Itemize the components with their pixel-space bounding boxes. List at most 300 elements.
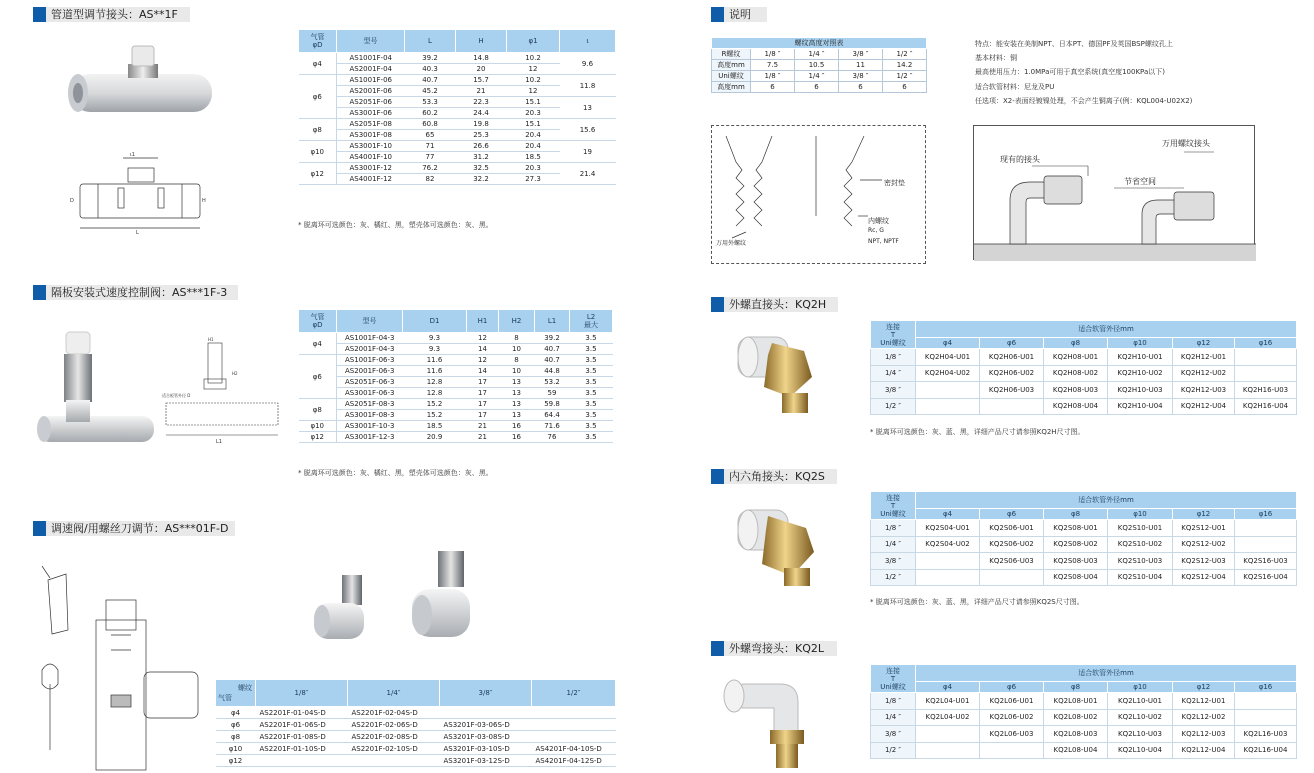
- as1f3-product-photo: [36, 330, 156, 450]
- model-cell: AS2201F-02-10S-D: [348, 743, 440, 755]
- model-cell: AS2201F-01-06S-D: [256, 719, 348, 731]
- model-cell: AS2201F-02-04S-D: [348, 707, 440, 719]
- svg-text:L: L: [136, 230, 139, 235]
- row-label: 高度mm: [712, 60, 751, 71]
- cell: 11.6: [403, 366, 467, 377]
- model-cell: KQ2S08-U02: [1044, 536, 1108, 553]
- cell: 1/4 ″: [795, 49, 839, 60]
- model-cell: [916, 398, 980, 415]
- corner-header: 螺纹 气管: [216, 680, 256, 707]
- tube-dia: φ6: [216, 719, 256, 731]
- cell: 3.5: [570, 366, 613, 377]
- cell: 13: [499, 399, 535, 410]
- cell: 3.5: [570, 377, 613, 388]
- model-cell: AS3001F-10: [337, 141, 405, 152]
- cell: 12: [507, 86, 560, 97]
- table-row: [871, 382, 1297, 399]
- cell: 19.8: [456, 119, 507, 130]
- table-row: [299, 421, 613, 432]
- model-cell: AS2001F-06-3: [337, 366, 403, 377]
- label-existing: 现有的接头: [1000, 155, 1040, 164]
- table-row: [871, 349, 1297, 366]
- model-cell: KQ2S08-U04: [1044, 569, 1108, 586]
- feature-line: 基本材料：铜: [975, 54, 1017, 63]
- label-outer-thread: 万用外螺纹: [716, 240, 747, 247]
- model-cell: KQ2L08-U02: [1044, 709, 1108, 726]
- cell: 65: [405, 130, 456, 141]
- tube-dia: φ4: [299, 53, 337, 75]
- model-cell: KQ2S16-U03: [1235, 553, 1297, 570]
- model-cell: [1235, 520, 1297, 537]
- cell: 60.8: [405, 119, 456, 130]
- svg-text:D: D: [70, 198, 74, 204]
- cell: 1/4 ″: [795, 71, 839, 82]
- tube-dia: φ8: [299, 119, 337, 141]
- svg-text:ι1: ι1: [130, 152, 135, 158]
- thread-size: 1/4 ″: [871, 709, 916, 726]
- bullet-square: [33, 7, 46, 22]
- bullet-square: [33, 521, 46, 536]
- cell: 16: [499, 421, 535, 432]
- cell: 44.8: [535, 366, 570, 377]
- thread-size: 1/2 ″: [871, 569, 916, 586]
- model-cell: AS3201F-03-06S-D: [440, 719, 532, 731]
- tube-dia: φ6: [299, 355, 337, 399]
- cell: 60.2: [405, 108, 456, 119]
- cell: 12: [467, 333, 499, 344]
- thread-size: 1/8 ″: [871, 693, 916, 710]
- cell: 77: [405, 152, 456, 163]
- model-cell: KQ2H10-U02: [1108, 365, 1173, 382]
- cell: 8: [499, 355, 535, 366]
- col-header: φ12: [1173, 682, 1235, 693]
- kq2l-table: [870, 664, 1297, 759]
- as01fd-product-photo: [310, 545, 490, 645]
- thread-size: 1/4 ″: [871, 365, 916, 382]
- col-header: φ1: [507, 30, 560, 53]
- col-header: φ8: [1044, 338, 1108, 349]
- cell: 6: [795, 82, 839, 93]
- model-cell: KQ2H16-U04: [1235, 398, 1297, 415]
- cell: 9.3: [403, 344, 467, 355]
- cell: 40.7: [405, 75, 456, 86]
- tube-dia: φ4: [216, 707, 256, 719]
- cell: 53.2: [535, 377, 570, 388]
- kq2s-note: * 脱离环可选颜色：灰、蓝、黑，详细产品尺寸请参照KQ2S尺寸图。: [870, 598, 1084, 606]
- model-cell: KQ2L12-U01: [1173, 693, 1235, 710]
- cell: 6: [839, 82, 883, 93]
- cell: 12.8: [403, 377, 467, 388]
- cell: 40.3: [405, 64, 456, 75]
- model-cell: AS4001F-12: [337, 174, 405, 185]
- model-cell: KQ2H10-U01: [1108, 349, 1173, 366]
- cell: 64.4: [535, 410, 570, 421]
- bullet-square: [711, 641, 724, 656]
- model-cell: KQ2L06-U03: [980, 726, 1044, 743]
- model-cell: AS2201F-02-08S-D: [348, 731, 440, 743]
- col-header: L2 最大: [570, 310, 613, 333]
- kq2h-product-photo: [728, 325, 828, 420]
- table-row: [299, 344, 613, 355]
- bullet-square: [711, 297, 724, 312]
- col-header: 3/8″: [440, 680, 532, 707]
- col-header: 型号: [337, 310, 403, 333]
- cell: 10: [499, 344, 535, 355]
- kq2l-product-photo: [722, 670, 822, 773]
- cell: 12: [467, 355, 499, 366]
- model-cell: AS4201F-04-10S-D: [532, 743, 616, 755]
- cell: 9.3: [403, 333, 467, 344]
- cell: 76: [535, 432, 570, 443]
- model-cell: KQ2L08-U04: [1044, 742, 1108, 759]
- model-cell: KQ2L06-U02: [980, 709, 1044, 726]
- model-cell: [1235, 365, 1297, 382]
- kq2s-table: [870, 491, 1297, 586]
- col-header: φ8: [1044, 682, 1108, 693]
- thread-size: 1/8 ″: [871, 349, 916, 366]
- row-label: Uni螺纹: [712, 71, 751, 82]
- model-cell: KQ2S12-U01: [1173, 520, 1235, 537]
- model-cell: KQ2L08-U01: [1044, 693, 1108, 710]
- model-cell: AS1001F-06-3: [337, 355, 403, 366]
- model-cell: KQ2L08-U03: [1044, 726, 1108, 743]
- model-cell: [532, 707, 616, 719]
- cell: 8: [499, 333, 535, 344]
- model-cell: [916, 553, 980, 570]
- cell: 19: [560, 141, 616, 163]
- cell: 18.5: [507, 152, 560, 163]
- cell: 14: [467, 344, 499, 355]
- model-cell: KQ2H10-U03: [1108, 382, 1173, 399]
- model-cell: KQ2S04-U01: [916, 520, 980, 537]
- connection-header: 连接 T Uni螺纹: [871, 321, 916, 349]
- col-header: φ8: [1044, 509, 1108, 520]
- col-header: φ10: [1108, 338, 1173, 349]
- model-cell: AS2201F-01-08S-D: [256, 731, 348, 743]
- model-cell: AS2201F-01-10S-D: [256, 743, 348, 755]
- cell: 9.6: [560, 53, 616, 75]
- model-cell: KQ2S06-U01: [980, 520, 1044, 537]
- cell: 1/8 ″: [751, 49, 795, 60]
- col-header: φ4: [916, 509, 980, 520]
- svg-text:H2: H2: [232, 371, 238, 376]
- table-row: [712, 49, 927, 60]
- model-cell: [916, 382, 980, 399]
- tube-dia: φ12: [299, 432, 337, 443]
- cell: 15.2: [403, 399, 467, 410]
- space-compare-box: [973, 125, 1255, 260]
- model-cell: [256, 755, 348, 767]
- cell: 20.3: [507, 163, 560, 174]
- col-header: φ16: [1235, 509, 1297, 520]
- table-row: [299, 333, 613, 344]
- cell: 3/8 ″: [839, 49, 883, 60]
- thread-height-table: [711, 37, 927, 93]
- tube-dia: φ10: [216, 743, 256, 755]
- as1f-spec-table: [298, 29, 616, 185]
- table-row: [871, 742, 1297, 759]
- cell: 53.3: [405, 97, 456, 108]
- tube-dia: φ8: [216, 731, 256, 743]
- cell: 40.7: [535, 344, 570, 355]
- cell: 1/2 ″: [883, 49, 927, 60]
- cell: 20.3: [507, 108, 560, 119]
- model-cell: [440, 707, 532, 719]
- cell: 31.2: [456, 152, 507, 163]
- table-row: [299, 388, 613, 399]
- model-cell: AS2051F-06-3: [337, 377, 403, 388]
- model-cell: KQ2H16-U03: [1235, 382, 1297, 399]
- label-save-space: 节省空间: [1124, 177, 1156, 186]
- table-row: [216, 731, 616, 743]
- model-cell: KQ2S04-U02: [916, 536, 980, 553]
- feature-list: [975, 37, 1192, 108]
- thread-size: 3/8 ″: [871, 382, 916, 399]
- model-cell: KQ2S08-U03: [1044, 553, 1108, 570]
- col-header: H1: [467, 310, 499, 333]
- cell: 13: [499, 388, 535, 399]
- model-cell: KQ2S12-U02: [1173, 536, 1235, 553]
- model-cell: AS4201F-04-12S-D: [532, 755, 616, 767]
- table-row: [871, 520, 1297, 537]
- model-cell: KQ2L12-U02: [1173, 709, 1235, 726]
- cell: 6: [751, 82, 795, 93]
- model-cell: KQ2S10-U01: [1108, 520, 1173, 537]
- table-row: [299, 432, 613, 443]
- model-cell: [916, 569, 980, 586]
- model-cell: KQ2L10-U02: [1108, 709, 1173, 726]
- svg-text:H1: H1: [208, 337, 214, 342]
- model-cell: AS2051F-08-3: [337, 399, 403, 410]
- thread-size: 1/4 ″: [871, 536, 916, 553]
- col-header: φ12: [1173, 338, 1235, 349]
- model-cell: KQ2H06-U03: [980, 382, 1044, 399]
- cell: 12: [507, 64, 560, 75]
- model-cell: KQ2H12-U04: [1173, 398, 1235, 415]
- cell: 32.5: [456, 163, 507, 174]
- label-seal: 密封垫: [884, 179, 905, 187]
- model-cell: AS2201F-01-04S-D: [256, 707, 348, 719]
- table-row: [299, 377, 613, 388]
- cell: 45.2: [405, 86, 456, 97]
- model-cell: AS2051F-08: [337, 119, 405, 130]
- cell: 17: [467, 410, 499, 421]
- model-cell: KQ2S06-U02: [980, 536, 1044, 553]
- label-inner-types2: NPT, NPTF: [868, 238, 899, 245]
- cell: 11.8: [560, 75, 616, 97]
- cell: 20.9: [403, 432, 467, 443]
- col-header: φ6: [980, 338, 1044, 349]
- cell: 13: [499, 410, 535, 421]
- section-title-kq2h: 外螺直接头：KQ2H: [711, 297, 838, 312]
- section-title-kq2l: 外螺弯接头：KQ2L: [711, 641, 837, 656]
- model-cell: AS3001F-08-3: [337, 410, 403, 421]
- cell: 71.6: [535, 421, 570, 432]
- tube-dia: φ4: [299, 333, 337, 355]
- model-cell: AS3201F-03-12S-D: [440, 755, 532, 767]
- table-row: [871, 553, 1297, 570]
- model-cell: KQ2H04-U01: [916, 349, 980, 366]
- cell: 3.5: [570, 344, 613, 355]
- model-cell: KQ2S10-U04: [1108, 569, 1173, 586]
- table-row: [712, 60, 927, 71]
- cell: 76.2: [405, 163, 456, 174]
- cell: 15.7: [456, 75, 507, 86]
- model-cell: KQ2L16-U04: [1235, 742, 1297, 759]
- model-cell: KQ2H12-U01: [1173, 349, 1235, 366]
- model-cell: AS3001F-06: [337, 108, 405, 119]
- cell: 27.3: [507, 174, 560, 185]
- cell: 20.4: [507, 141, 560, 152]
- model-cell: AS2201F-02-06S-D: [348, 719, 440, 731]
- model-cell: [532, 731, 616, 743]
- as1f3-spec-table: [298, 309, 613, 443]
- span-header: 适合软管外径mm: [916, 321, 1297, 338]
- table-row: [871, 398, 1297, 415]
- col-header: φ12: [1173, 509, 1235, 520]
- bullet-square: [711, 7, 724, 22]
- cell: 21: [467, 432, 499, 443]
- kq2h-table: [870, 320, 1297, 415]
- cell: 32.2: [456, 174, 507, 185]
- feature-line: 任选项：X2-表面经镀镍处理，不会产生铜离子(例：KQL004-U02X2): [975, 96, 1193, 105]
- bullet-square: [33, 285, 46, 300]
- table-row: [216, 707, 616, 719]
- span-header: 适合软管外径mm: [916, 665, 1297, 682]
- cell: 13: [560, 97, 616, 119]
- model-cell: [916, 726, 980, 743]
- table-row: [299, 355, 613, 366]
- cell: 14: [467, 366, 499, 377]
- cell: 1/2 ″: [883, 71, 927, 82]
- table-row: [712, 82, 927, 93]
- cell: 21.4: [560, 163, 616, 185]
- cell: 3.5: [570, 399, 613, 410]
- table-row: [871, 726, 1297, 743]
- col-header: φ6: [980, 682, 1044, 693]
- cell: 1/8 ″: [751, 71, 795, 82]
- model-cell: [1235, 536, 1297, 553]
- col-header: 型号: [337, 30, 405, 53]
- model-cell: [1235, 709, 1297, 726]
- model-cell: KQ2L10-U04: [1108, 742, 1173, 759]
- model-cell: KQ2H06-U02: [980, 365, 1044, 382]
- model-cell: KQ2H04-U02: [916, 365, 980, 382]
- model-cell: [980, 398, 1044, 415]
- table-row: [299, 410, 613, 421]
- model-cell: AS3001F-12-3: [337, 432, 403, 443]
- section-title-as1f: 管道型调节接头：AS**1F: [33, 7, 190, 22]
- cell: 3.5: [570, 410, 613, 421]
- col-header: 气管 φD: [299, 310, 337, 333]
- cell: 21: [467, 421, 499, 432]
- model-cell: KQ2S10-U03: [1108, 553, 1173, 570]
- tube-dia: φ8: [299, 399, 337, 421]
- kq2h-note: * 脱离环可选颜色：灰、蓝、黑，详细产品尺寸请参照KQ2H尺寸图。: [870, 428, 1085, 436]
- model-cell: KQ2S06-U03: [980, 553, 1044, 570]
- col-header: φ4: [916, 682, 980, 693]
- cell: 6: [883, 82, 927, 93]
- model-cell: AS1001F-04: [337, 53, 405, 64]
- model-cell: [980, 569, 1044, 586]
- col-header: 1/4″: [348, 680, 440, 707]
- row-label: R螺纹: [712, 49, 751, 60]
- cell: 11.6: [403, 355, 467, 366]
- cell: 17: [467, 388, 499, 399]
- model-cell: KQ2H10-U04: [1108, 398, 1173, 415]
- model-cell: KQ2L10-U01: [1108, 693, 1173, 710]
- as1f3-note: * 脱离环可选颜色：灰、橘红、黑，塑壳体可选颜色：灰、黑。: [298, 469, 493, 477]
- table-row: [871, 536, 1297, 553]
- as01fd-cutaway-drawing: [36, 560, 206, 773]
- tube-dia: φ10: [299, 421, 337, 432]
- model-cell: AS2001F-04: [337, 64, 405, 75]
- cell: 10: [499, 366, 535, 377]
- table-row: [216, 743, 616, 755]
- col-header: 1/2″: [532, 680, 616, 707]
- cell: 20.4: [507, 130, 560, 141]
- thread-size: 1/2 ″: [871, 742, 916, 759]
- table-title: 螺纹高度对照表: [712, 38, 927, 49]
- thread-size: 1/8 ″: [871, 520, 916, 537]
- cell: 17: [467, 377, 499, 388]
- as01fd-spec-table: [215, 679, 616, 767]
- table-row: [712, 71, 927, 82]
- cell: 15.6: [560, 119, 616, 141]
- table-row: [871, 365, 1297, 382]
- model-cell: KQ2H06-U01: [980, 349, 1044, 366]
- table-row: [299, 399, 613, 410]
- section-title-kq2s: 内六角接头：KQ2S: [711, 469, 837, 484]
- model-cell: [1235, 693, 1297, 710]
- as1f-note: * 脱离环可选颜色：灰、橘红、黑，塑壳体可选颜色：灰、黑。: [298, 221, 493, 229]
- table-row: [216, 719, 616, 731]
- cell: 3.5: [570, 333, 613, 344]
- space-compare-drawing: [974, 126, 1256, 261]
- cell: 71: [405, 141, 456, 152]
- cell: 18.5: [403, 421, 467, 432]
- model-cell: KQ2H08-U02: [1044, 365, 1108, 382]
- col-header: φ16: [1235, 682, 1297, 693]
- thread-size: 3/8 ″: [871, 726, 916, 743]
- col-header: φ4: [916, 338, 980, 349]
- col-header: φ16: [1235, 338, 1297, 349]
- model-cell: KQ2L12-U04: [1173, 742, 1235, 759]
- connection-header: 连接 T Uni螺纹: [871, 665, 916, 693]
- col-header: H2: [499, 310, 535, 333]
- model-cell: AS4001F-10: [337, 152, 405, 163]
- row-label: 高度mm: [712, 82, 751, 93]
- model-cell: KQ2L04-U02: [916, 709, 980, 726]
- col-header: 气管 φD: [299, 30, 337, 53]
- cell: 59: [535, 388, 570, 399]
- model-cell: AS1001F-04-3: [337, 333, 403, 344]
- col-header: L: [405, 30, 456, 53]
- model-cell: KQ2H08-U03: [1044, 382, 1108, 399]
- model-cell: KQ2L12-U03: [1173, 726, 1235, 743]
- table-row: [871, 693, 1297, 710]
- cell: 15.1: [507, 97, 560, 108]
- table-row: [871, 709, 1297, 726]
- model-cell: AS3201F-03-10S-D: [440, 743, 532, 755]
- cell: 3.5: [570, 355, 613, 366]
- feature-line: 适合软管材料：尼龙及PU: [975, 82, 1055, 91]
- svg-text:H: H: [202, 198, 206, 204]
- feature-line: 最高使用压力：1.0MPa可用于真空系统(真空度100KPa以下): [975, 68, 1165, 77]
- model-cell: KQ2S12-U04: [1173, 569, 1235, 586]
- model-cell: AS3001F-12: [337, 163, 405, 174]
- tube-dia: φ12: [299, 163, 337, 185]
